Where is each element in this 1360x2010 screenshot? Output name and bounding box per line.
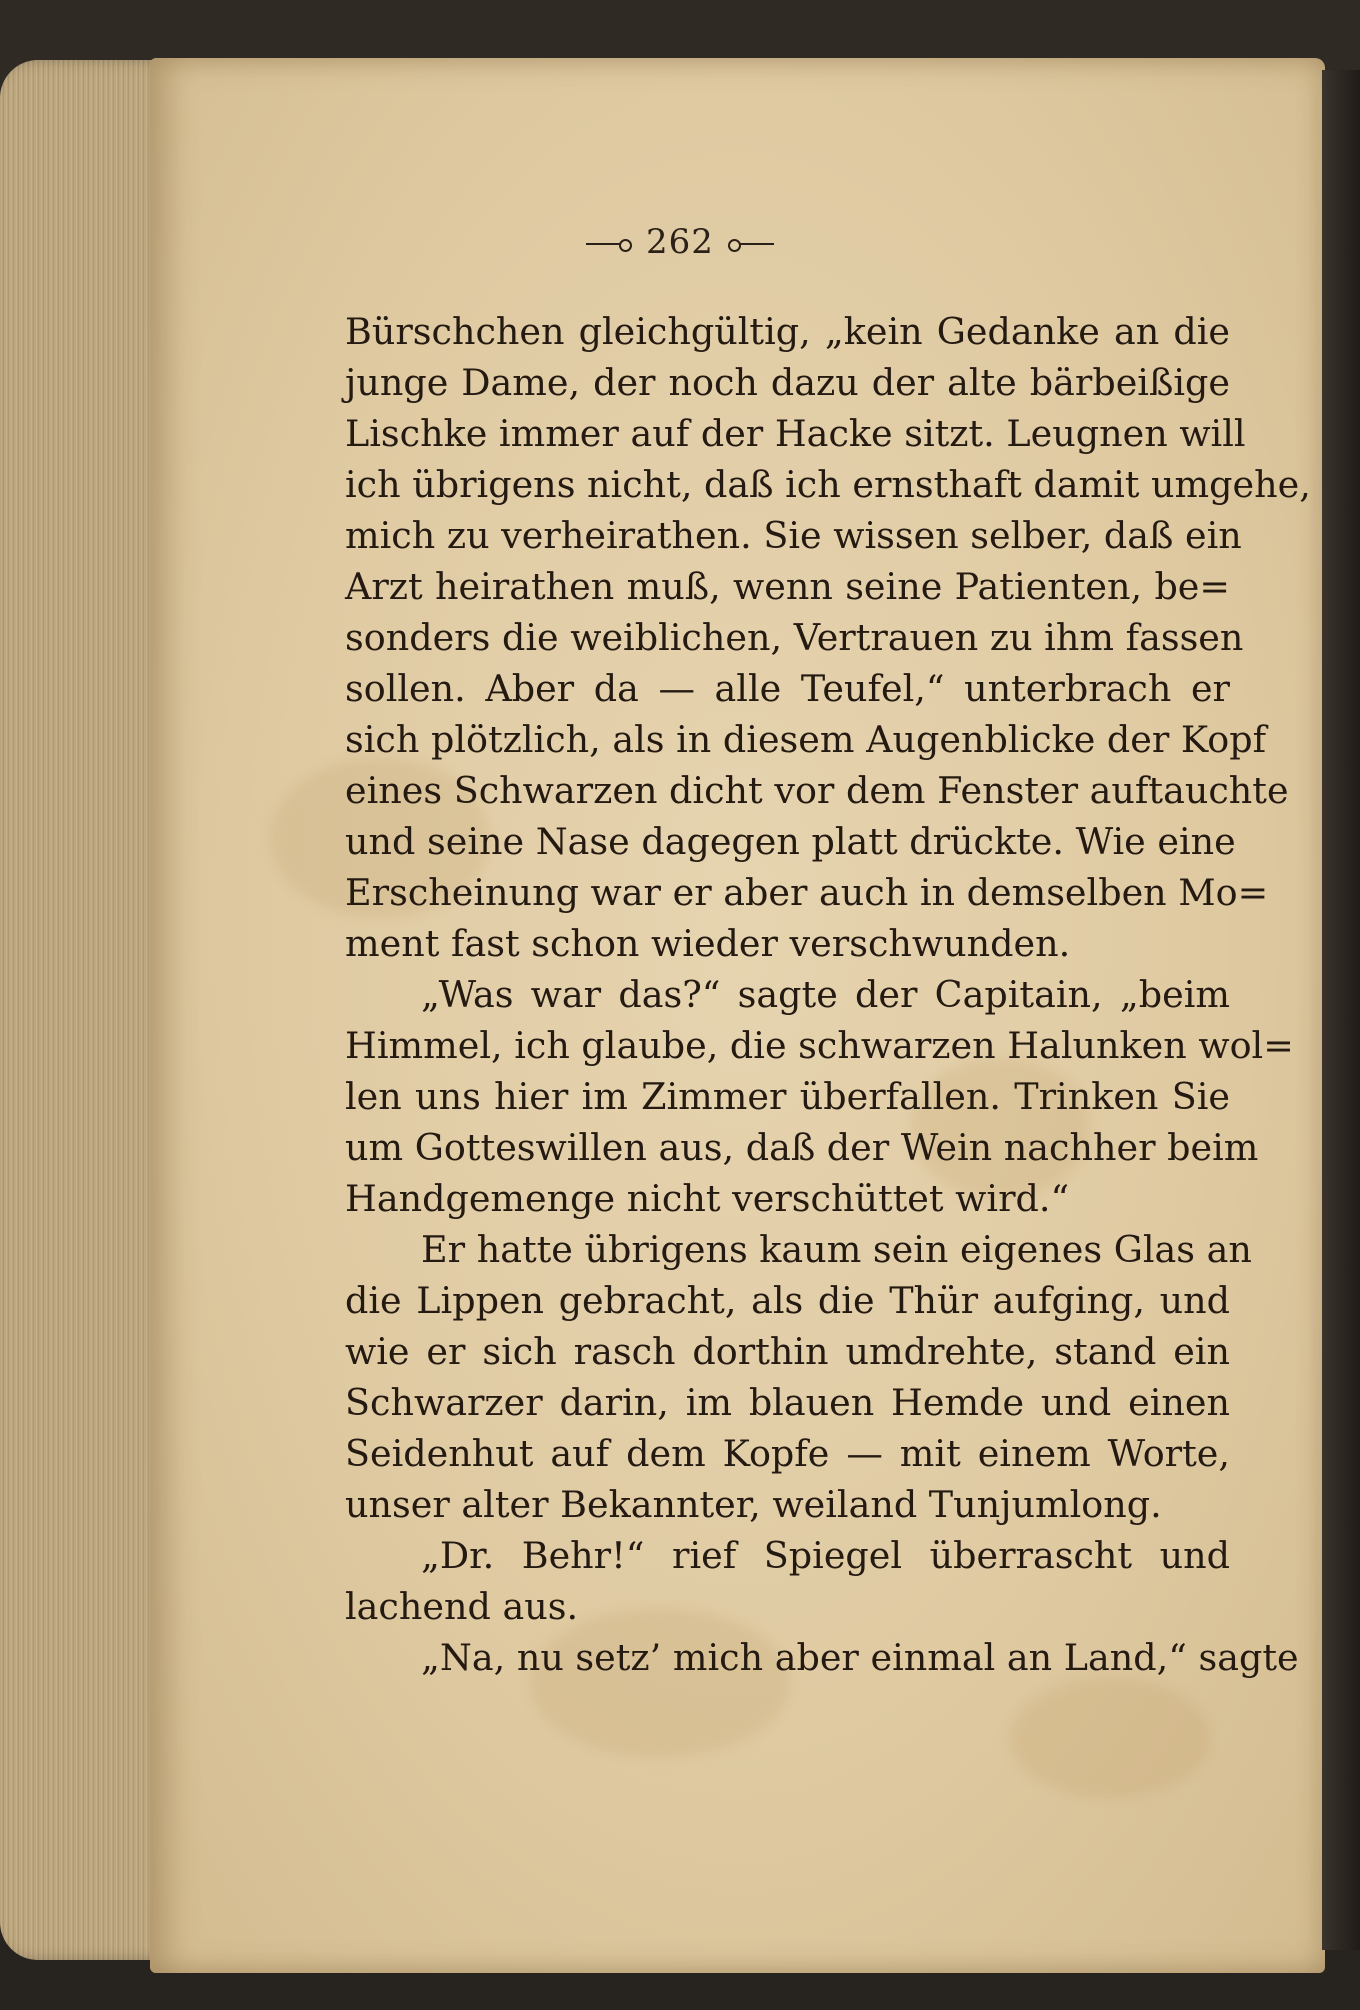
text-line: wie er sich rasch dorthin umdrehte, stand ein [345, 1330, 1230, 1373]
paper-stain [1010, 1678, 1210, 1798]
text-line: Seidenhut auf dem Kopfe — mit einem Worte, [345, 1432, 1230, 1475]
text-line: unser alter Bekannter, weiland Tunjumlong. [345, 1483, 1162, 1526]
text-line: lachend aus. [345, 1585, 579, 1628]
book-page-edges [0, 60, 175, 1960]
ornament-right-icon [732, 243, 774, 245]
text-line: mich zu verheirathen. Sie wissen selber, daß ein [345, 514, 1242, 557]
text-line: Schwarzer darin, im blauen Hemde und einen [345, 1381, 1230, 1424]
page-number: 262 [646, 222, 714, 262]
text-line: Bürschchen gleichgültig, „kein Gedanke an die [345, 310, 1230, 353]
text-line: Himmel, ich glaube, die schwarzen Halunken wol= [345, 1024, 1294, 1067]
text-line: ment fast schon wieder verschwunden. [345, 922, 1071, 965]
text-line: „Was war das?“ sagte der Capitain, „beim [421, 973, 1230, 1016]
body-text [345, 306, 1311, 1683]
text-line: Erscheinung war er aber auch in demselben Mo= [345, 871, 1269, 914]
text-line: „Dr. Behr!“ rief Spiegel überrascht und [421, 1534, 1230, 1577]
text-line: und seine Nase dagegen platt drückte. Wie eine [345, 820, 1236, 863]
text-line: sonders die weiblichen, Vertrauen zu ihm fassen [345, 616, 1244, 659]
ornament-left-icon [586, 243, 628, 245]
text-line: sollen. Aber da — alle Teufel,“ unterbrach er [345, 667, 1230, 710]
text-line: die Lippen gebracht, als die Thür aufging, und [345, 1279, 1230, 1322]
text-line: sich plötzlich, als in diesem Augenblicke der Kopf [345, 718, 1267, 761]
text-line: Lischke immer auf der Hacke sitzt. Leugnen will [345, 412, 1246, 455]
text-line: junge Dame, der noch dazu der alte bärbeißige [345, 361, 1230, 404]
text-line: len uns hier im Zimmer überfallen. Trinken Sie [345, 1075, 1230, 1118]
binding-shadow [1322, 70, 1360, 1950]
text-line: um Gotteswillen aus, daß der Wein nachher beim [345, 1126, 1259, 1169]
text-line: eines Schwarzen dicht vor dem Fenster auftauchte [345, 769, 1289, 812]
page-number-header [0, 222, 1360, 262]
text-line: Arzt heirathen muß, wenn seine Patienten, be= [345, 565, 1230, 608]
text-line: „Na, nu setz’ mich aber einmal an Land,“ sagte [421, 1636, 1299, 1679]
text-line: Er hatte übrigens kaum sein eigenes Glas an [421, 1228, 1252, 1271]
text-line: Handgemenge nicht verschüttet wird.“ [345, 1177, 1070, 1220]
text-line: ich übrigens nicht, daß ich ernsthaft damit umgehe, [345, 463, 1311, 506]
